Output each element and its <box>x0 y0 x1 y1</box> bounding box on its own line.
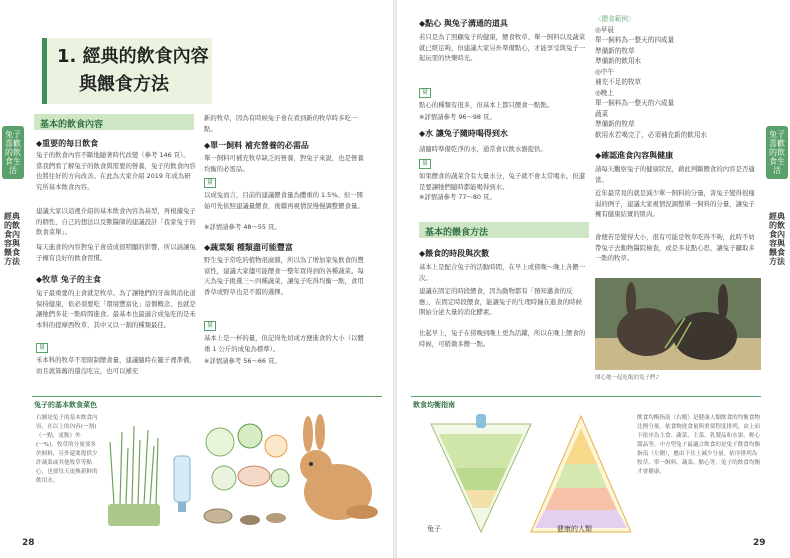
sub4-ref: ※詳情請參考 56～66 頁。 <box>204 357 281 365</box>
sub7-para1: 基本上是配合兔子的活動時間，在早上或傍晚～晚上各餵一次。 <box>419 263 586 282</box>
title-line-2: 與餵食方法 <box>79 74 169 95</box>
human-pyramid-icon <box>531 416 631 532</box>
sub2-para1: 兔子最重要的主食就是牧草。為了讓牠們的牙齒與消化道保持健康，依必須要吃「環境豐富化」這個概念，也就是讓牠們多花一點時間進食。最基本也最適合成兔吃的是禾本科的提摩西牧草，其中又以一割的種類最佳。 <box>36 289 196 329</box>
chapter-title-box <box>42 38 212 104</box>
sub3-para1: 單一飼料可補充牧草缺乏的營養，對兔子來說，也是營養均衡的必需品。 <box>204 154 364 173</box>
left-page-number: 28 <box>22 538 35 548</box>
water-bottle-icon <box>174 456 190 512</box>
title-line-1-text: 經典的飲食內容 <box>82 46 209 67</box>
sub7-para2: 建議在固定的時段餵食，因為動物都有「預知邁食的反應」，在固定時段餵食，能讓兔子的生理時鐘在進食的時候開始分泌大量的消化酵素。 <box>419 287 582 316</box>
menu-line: 單一飼料為一整天的四成量 <box>595 36 675 44</box>
sub6-para2: 如果餵食的蔬菜含有大量水分，兔子就不會太常喝水，但還是要讓牠們隨時都能喝得到水。 <box>419 172 586 191</box>
sub6-heading: ◆水 讓兔子隨時喝得到水 <box>419 129 508 138</box>
sub2-heading: ◆牧草 兔子的主食 <box>36 275 101 284</box>
sub4-tag-row <box>204 320 364 332</box>
sub4-tag: 量 <box>204 321 216 331</box>
rabbit-illustration <box>300 414 378 520</box>
sub3-heading: ◆單一飼料 補充營養的必需品 <box>204 141 309 150</box>
sub7-para3: 比起早上，兔子在傍晚到晚上更為活躍，所以在晚上餵食的時候，可稍微多餵一點。 <box>419 329 586 348</box>
sub3-tag: 量 <box>204 178 216 188</box>
pyramid-box-label: 飲食均衡指南 <box>413 401 455 409</box>
pyramid-box-text: 飲食均衡指南（右側）是健康人類飲食的均衡食物比例分量。依食物進食量與重要程度排列，由上而下依序為主食、蔬菜、主菜、乳製品和水果、輕心甜品等。中方型兔子最適合飲食的是兔子飲食均衡指南（左側），應由下往上減少分量。依序排列為牧草、單一飼料、蔬菜、點心等，兔子的飲食均衡才會健康。 <box>637 415 761 475</box>
rabbit-pyramid-icon <box>431 414 531 532</box>
sub6-tag-row <box>419 158 587 170</box>
sub2-tag-row <box>36 342 196 354</box>
sub2-tag: 量 <box>36 343 48 353</box>
sub5-tag: 量 <box>419 88 431 98</box>
chapter-number: 1. <box>57 46 77 67</box>
left-side-tab: 兔子喜歡的飲食生活 <box>2 126 24 179</box>
sub8-para1: 請每天觀察兔子的健康狀況，藉此判斷餵食的內容是否適當。 <box>595 165 755 184</box>
section-band-feeding-method: 基本的餵食方法 <box>419 222 589 238</box>
sub5-heading: ◆點心 與兔子溝通的道具 <box>419 19 508 28</box>
sub8-para2: 近年最常見的就是減少單一飼料的分量，害兔子變得很瘦弱的例子，建議大家視情況調整單一飼料的分量，讓兔子擁有健康結實的肌肉。 <box>595 189 755 218</box>
sub3-para2: 以成兔而言，目前的建議餵食量為體重的 1.5%。但一開始可先依照建議量餵食，後續再視情況慢慢調整餵食量。 <box>204 191 364 210</box>
section-band-basic-diet: 基本的飲食內容 <box>34 114 194 130</box>
menu-line: 準備新的牧草 <box>595 120 635 128</box>
sub7-heading: ◆餵食的時段與次數 <box>419 249 490 258</box>
photo-caption: 開心地一起吃飯的兔子們♪ <box>595 375 660 381</box>
menu-title: 〈餵食範例〉 <box>595 15 635 23</box>
sub1-para3: 每天進食的內容對兔子會造成很明顯的影響，所以請讓兔子擁有良好的飲食習慣。 <box>36 243 196 262</box>
menu-line: 準備新的牧草 <box>595 46 635 55</box>
pellets-bowl-icon <box>204 509 286 525</box>
menu-line: ◎早晨 <box>595 25 614 34</box>
left-vertical-label: 經典的飲食內容與餵食方法 <box>4 212 20 266</box>
menu-line: 飲用水若喝完了，必須補充新的飲用水 <box>595 130 708 139</box>
sub1-para2: 建議大家以這裡介紹的基本飲食內容為基型，再根據兔子的個性，自己的想法以及獸醫師的建議設計「我家兔子的飲食菜單」。 <box>36 207 196 236</box>
sub4-para1: 野生兔子常吃的植物很廣雜，所以為了增加家兔飲食的豐富性，建議大家儘可能餵食一整年買得到的各種蔬菜。每天為兔子挑選三～四種蔬菜，讓兔子吃得均衡一點，食用香草或野草也是不錯的選擇。 <box>204 256 364 296</box>
right-page-number: 29 <box>753 538 766 548</box>
menu-line: ◎晚上 <box>595 88 614 97</box>
col2-para1: 新的牧草，因為有時候兔子會在看到新的牧草時多吃一點。 <box>204 114 358 133</box>
pyramid-box-rule <box>411 396 761 397</box>
right-vertical-label: 經典的飲食內容與餵食方法 <box>769 212 785 266</box>
sub4-heading: ◆蔬菜類 種類盡可能豐富 <box>204 243 293 252</box>
sub3-tag-row <box>204 177 364 189</box>
sub6-tag: 量 <box>419 159 431 169</box>
menu-line: 準備新的飲用水 <box>595 57 642 65</box>
left-page <box>0 0 393 558</box>
sub6-para1: 請隨時準備乾淨的水，通常會以飲水器提供。 <box>419 145 547 153</box>
feeding-example-menu <box>595 14 775 140</box>
menu-line: ◎中午 <box>595 67 614 76</box>
vegetables-plate-icon <box>206 424 289 490</box>
sub8-para3: 會便若是變得大小，很有可能是牧草吃得不夠，此時不妨帶兔子去動物醫院檢查，或是多花點心思，讓兔子攝取多一點的牧草。 <box>595 233 755 262</box>
pyramid-right-label: 健康的人類 <box>557 525 592 533</box>
menu-line: 蔬菜 <box>595 109 609 118</box>
sub6-ref: ※詳情請參考 77～80 頁。 <box>419 193 496 201</box>
pyramid-left-label: 兔子 <box>427 525 441 533</box>
hay-grass-icon <box>108 426 160 526</box>
basic-menu-box-text: 右圖是兔子的基本飲食內容，在以上的內容(一割)（一點，更點）外(一%)，牧草的分量要多於飼料，另外還要提供少許蔬菜或其他牧草等點心，也要每天更換新鮮的飲用水。 <box>36 415 98 484</box>
sub5-para1: 若只是為了照顧兔子的健康，餵食牧草、單一飼料以及蔬菜就已經足夠，但建議大家另外準備點心，才能享受與兔子一起玩耍的快樂時光。 <box>419 33 586 62</box>
title-line-1 <box>57 42 209 68</box>
menu-line: 單一飼料為一整天的六成量 <box>595 99 675 107</box>
sub5-para2: 點心的種類有很多，但基本上都只餵食一點點。 <box>419 101 554 109</box>
sub3-ref: ※詳情請參考 48～55 頁。 <box>204 223 281 231</box>
basic-menu-box-rule <box>32 396 382 397</box>
sub1-heading: ◆重要的每日飲食 <box>36 139 99 148</box>
sub8-heading: ◆確認進食內容與健康 <box>595 151 674 160</box>
sub4-para2: 基本上是一杯的量，但記得先切成方便進食的大小（以體重 1 公斤的成兔為標準）。 <box>204 334 364 353</box>
rabbits-eating-photo <box>595 278 761 370</box>
basic-menu-box-label: 兔子的基本飲食菜色 <box>34 401 97 409</box>
right-page <box>397 0 790 558</box>
sub5-tag-row <box>419 87 587 99</box>
right-side-tab: 兔子喜歡的飲食生活 <box>766 126 788 179</box>
sub2-para2: 禾本科的牧草不需限制餵食量，建議隨時在籠子裡準備，而且就算舊的還沒吃完，也可以補充 <box>36 356 196 375</box>
sub1-para1: 兔子的飲食內容不斷地隨著時代改變（參考 146 頁）。當我們看了解兔子的飲食與需要的營養，兔子的飲食內容也將往好的方向改善。在此為大家介紹 2019 年成為研究所基本飲食內容。 <box>36 151 196 191</box>
basic-menu-illustration <box>100 412 390 536</box>
menu-line: 補充不足的牧草 <box>595 78 642 86</box>
sub5-ref: ※詳情請參考 96～98 頁。 <box>419 113 496 121</box>
food-pyramid-illustration <box>421 412 631 538</box>
